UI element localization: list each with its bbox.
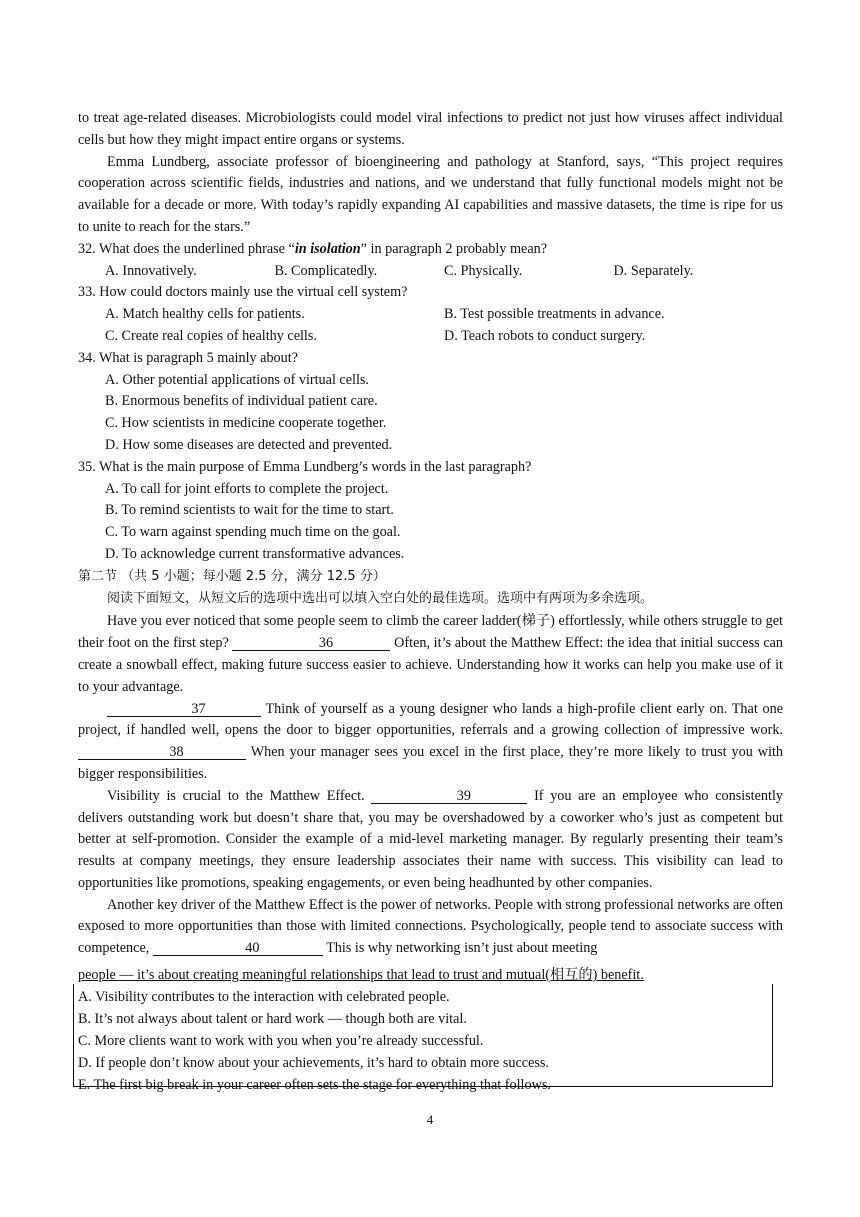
- option: D. How some diseases are detected and prevented.: [105, 436, 393, 453]
- option: A. Other potential applications of virtual cells.: [105, 371, 369, 388]
- option: C. How scientists in medicine cooperate together.: [105, 415, 387, 432]
- question-33-stem: 33. How could doctors mainly use the virtual cell system?: [78, 284, 408, 301]
- cloze-paragraph: Another key driver of the Matthew Effect is the power of networks. People with strong professional networks are often exposed to more opportunities than those with limited connections. Psychologically, people tend to associate success with competence, 40 This is why networking isn’t just about meeting: [78, 896, 783, 957]
- cloze-paragraph: Visibility is crucial to the Matthew Effect. 39 If you are an employee who consistently delivers outstanding work but doesn’t share that, you may be overshadowed by a coworker who’s just as competent but better at self-promotion. Consider the example of a mid-level marketing manager. By regularly presenting their team’s results at company meetings, they ensure leadership associates their name with success. This visibility can lead to opportunities like promotions, speaking engagements, or even being headhunted by other companies.: [78, 787, 783, 891]
- option: D. Teach robots to conduct surgery.: [444, 327, 646, 344]
- choice-e: E. The first big break in your career often sets the stage for everything that follows.: [78, 1077, 551, 1093]
- option: B. To remind scientists to wait for the time to start.: [105, 502, 394, 519]
- blank-37[interactable]: 37: [107, 702, 261, 717]
- cloze-paragraph: 37 Think of yourself as a young designer who lands a high-profile client early on. That one project, if handled well, opens the door to bigger opportunities, referrals and a growing collection of impressive work. 38 When your manager sees you excel in the first place, they’re more likely to trust you with bigger responsibilities.: [78, 700, 784, 782]
- option: C. To warn against spending much time on the goal.: [105, 524, 401, 541]
- question-33-options: [78, 326, 783, 348]
- underlined-phrase: in isolation: [294, 240, 361, 257]
- option: C. Create real copies of healthy cells.: [105, 327, 317, 344]
- passage-paragraph: Emma Lundberg, associate professor of bioengineering and pathology at Stanford, says, “This project requires cooperation across scientific fields, industries and nations, and we understand that fully functional models might not be available for a decade or more. With today’s rapidly expanding AI capabilities and massive datasets, the time is ripe for us to unite to reach for the stars.”: [78, 153, 783, 235]
- option: A. To call for joint efforts to complete the project.: [105, 480, 389, 497]
- exam-page-body: [78, 108, 783, 960]
- blank-39[interactable]: 39: [371, 789, 527, 804]
- blank-36[interactable]: 36: [232, 636, 390, 651]
- option: B. Test possible treatments in advance.: [444, 306, 665, 323]
- question-32-options: [78, 261, 783, 283]
- page-number: 4: [426, 1112, 434, 1127]
- question-34-stem: 34. What is paragraph 5 mainly about?: [78, 349, 298, 366]
- passage-paragraph: to treat age-related diseases. Microbiologists could model viral infections to predict not just how viruses affect individual cells but how they might impact entire organs or systems.: [78, 110, 783, 148]
- choice-c: C. More clients want to work with you when you’re already successful.: [78, 1033, 484, 1049]
- section-heading: 第二节 （共 5 小题；每小题 2.5 分，满分 12.5 分）: [78, 568, 386, 584]
- cloze-paragraph: Have you ever noticed that some people seem to climb the career ladder(梯子) effortlessly, while others struggle to get their foot on the first step? 36 Often, it’s about the Matthew Effect: the idea that initial success can create a snowball effect, making future success easier to achieve. Understanding how it works can help you make use of it to your advantage.: [78, 613, 784, 695]
- choice-b: B. It’s not always about talent or hard work — though both are vital.: [78, 1011, 467, 1027]
- option: D. To acknowledge current transformative advances.: [105, 545, 405, 562]
- question-33-options: [78, 304, 783, 326]
- choice-d: D. If people don’t know about your achievements, it’s hard to obtain more success.: [78, 1055, 549, 1071]
- section-instruction: 阅读下面短文，从短文后的选项中选出可以填入空白处的最佳选项。选项中有两项为多余选项。: [107, 590, 654, 606]
- blank-40[interactable]: 40: [153, 941, 323, 956]
- choices-list: [78, 967, 778, 1096]
- question-32-stem: 32. What does the underlined phrase “in isolation” in paragraph 2 probably mean?: [78, 240, 548, 257]
- cloze-paragraph-end: people — it’s about creating meaningful relationships that lead to trust and mutual(相互的) benefit.: [78, 967, 644, 983]
- choice-a: A. Visibility contributes to the interaction with celebrated people.: [78, 989, 450, 1005]
- option: A. Match healthy cells for patients.: [105, 306, 305, 323]
- option: A. Innovatively.: [105, 262, 197, 279]
- option: C. Physically.: [444, 262, 523, 279]
- question-35-stem: 35. What is the main purpose of Emma Lundberg’s words in the last paragraph?: [78, 458, 532, 475]
- option: D. Separately.: [613, 262, 694, 279]
- blank-38[interactable]: 38: [78, 745, 246, 760]
- option: B. Complicatedly.: [274, 262, 378, 279]
- option: B. Enormous benefits of individual patient care.: [105, 393, 378, 410]
